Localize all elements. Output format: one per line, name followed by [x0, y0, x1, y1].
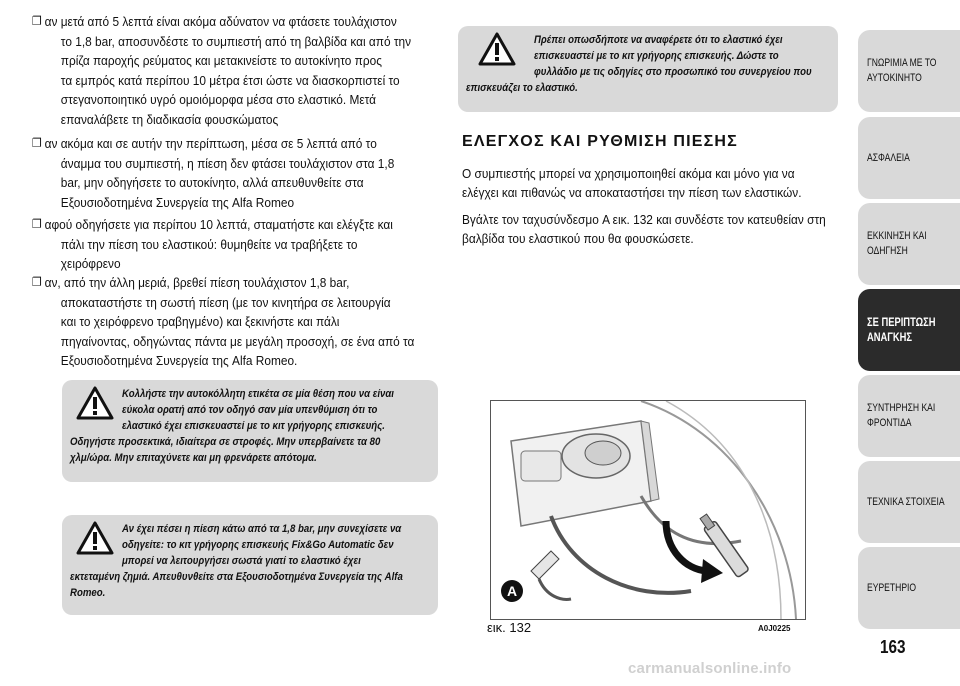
callout-label: A — [506, 583, 518, 599]
bullet-line: πηγαίνοντας, οδηγώντας πάντα με μεγάλη προσοχή, σε ένα από τα — [60, 333, 415, 349]
bullet-line: αν μετά από 5 λεπτά είναι ακόμα αδύνατον να φτάσετε τουλάχιστον — [44, 14, 397, 29]
bullet-line: αν ακόμα και σε αυτήν την περίπτωση, μέσα σε 5 λεπτά από το — [44, 136, 377, 151]
bullet-line: Εξουσιοδοτημένα Συνεργεία της Alfa Romeo — [60, 194, 295, 210]
warning-box — [458, 26, 838, 112]
bullet-line: πρίζα παροχής ρεύματος και μετακινείστε το αυτοκίνητο προς — [60, 53, 382, 68]
bullet-line: bar, μην οδηγήσετε το αυτοκίνητο, αλλά απευθυνθείτε στα — [60, 175, 364, 190]
bullet-line: αν, από την άλλη μεριά, βρεθεί πίεση τουλάχιστον 1,8 bar, — [44, 275, 350, 290]
checkbox-icon: ❐ — [32, 275, 42, 289]
checkbox-icon: ❐ — [32, 14, 42, 28]
page-number: 163 — [880, 637, 906, 657]
bullet-item — [32, 12, 442, 129]
warning-icon — [478, 32, 516, 66]
bullet-line: χειρόφρενο — [60, 256, 121, 271]
tab-asfaleia[interactable]: ΑΣΦΑΛΕΙΑ — [858, 117, 960, 199]
bullet-item — [32, 215, 442, 274]
watermark: carmanualsonline.info — [628, 660, 792, 677]
compressor-illustration — [491, 401, 805, 619]
warning-text: εκτεταμένη ζημιά. Απευθυνθείτε στα Εξουσιοδοτημένα Συνεργεία της Alfa Romeo. — [70, 571, 403, 599]
bullet-line: και το χειρόφρενο τραβηγμένο) και ξεκινήστε και πάλι — [60, 314, 340, 329]
warning-text: Αν έχει πέσει η πίεση κάτω από τα 1,8 bar, μην συνεχίσετε να οδηγείτε: το κιτ γρήγορης επισκευής Fix&Go Automatic δεν μπορεί να λειτουργήσει σωστά γιατί το ελαστικό έχει — [122, 523, 402, 567]
checkbox-icon: ❐ — [32, 217, 42, 231]
bullet-line: αποκαταστήστε τη σωστή πίεση (με τον κινητήρα σε λειτουργία — [60, 294, 391, 310]
warning-box — [62, 380, 438, 482]
tab-ekkinisi[interactable]: ΕΚΚΙΝΗΣΗ ΚΑΙ ΟΔΗΓΗΣΗ — [858, 203, 960, 285]
tab-texnika-stoixeia[interactable]: ΤΕΧΝΙΚΑ ΣΤΟΙΧΕΙΑ — [858, 461, 960, 543]
warning-text: επισκευάζει το ελαστικό. — [466, 82, 578, 94]
bullet-line: το 1,8 bar, αποσυνδέστε το συμπιεστή από τη βαλβίδα και από την — [60, 33, 412, 49]
tab-gnorimia[interactable]: ΓΝΩΡΙΜΙΑ ΜΕ ΤΟ ΑΥΤΟΚΙΝΗΤΟ — [858, 30, 960, 112]
bullet-line: αφού οδηγήσετε για περίπου 10 λεπτά, σταματήστε και ελέγξτε και — [44, 217, 393, 232]
bullet-line: τα εμπρός κατά περίπου 10 μέτρα έτσι ώστε να διασκορπιστεί το — [60, 72, 400, 88]
bullet-line: άναμμα του συμπιεστή, η πίεση δεν φτάσει τουλάχιστον στα 1,8 — [60, 155, 395, 171]
section-paragraph: Ο συμπιεστής μπορεί να χρησιμοποιηθεί ακόμα και μόνο για να ελέγχει και πιθανώς να αποκαταστήσει την πίεση των ελαστικών. — [462, 166, 802, 200]
checkbox-icon: ❐ — [32, 136, 42, 150]
warning-text: Κολλήστε την αυτοκόλλητη ετικέτα σε μία θέση που να είναι εύκολα ορατή από τον οδηγό σαν μία υπενθύμιση ότι το ελαστικό έχει επισκευαστεί με το κιτ γρήγορης επισκευής. — [122, 388, 394, 432]
section-title: ΕΛΕΓΧΟΣ ΚΑΙ ΡΥΘΜΙΣΗ ΠΙΕΣΗΣ — [462, 133, 738, 150]
figure-caption: εικ. 132 — [487, 620, 532, 635]
bullet-line: πάλι την πίεση του ελαστικού: θυμηθείτε να τραβήξετε το — [60, 236, 358, 252]
bullet-line: στεγανοποιητικό υγρό ομοιόμορφα μέσα στο ελαστικό. Μετά — [60, 92, 377, 107]
figure-code: A0J0225 — [758, 624, 791, 633]
tab-evretirio[interactable]: ΕΥΡΕΤΗΡΙΟ — [858, 547, 960, 629]
warning-box — [62, 515, 438, 615]
warning-icon — [76, 521, 114, 555]
bullet-line: Εξουσιοδοτημένα Συνεργεία της Alfa Romeo. — [60, 353, 298, 368]
figure-132 — [490, 400, 806, 620]
bullet-item — [32, 134, 442, 212]
warning-text: Πρέπει οπωσδήποτε να αναφέρετε ότι το ελαστικό έχει επισκευαστεί με το κιτ γρήγορης επισκευής. Δώστε το φυλλάδιο με τις οδηγίες στο προσωπικό του συνεργείου που — [534, 34, 812, 78]
tab-periptosi-anagkis[interactable]: ΣΕ ΠΕΡΙΠΤΩΣΗ ΑΝΑΓΚΗΣ — [858, 289, 960, 371]
tab-syntirisi[interactable]: ΣΥΝΤΗΡΗΣΗ ΚΑΙ ΦΡΟΝΤΙΔΑ — [858, 375, 960, 457]
bullet-line: επαναλάβετε τη διαδικασία φουσκώματος — [60, 111, 279, 127]
warning-icon — [76, 386, 114, 420]
bullet-item — [32, 273, 442, 371]
warning-text: Οδηγήστε προσεκτικά, ιδιαίτερα σε στροφές. Μην υπερβαίνετε τα 80 χλμ/ώρα. Μην επιταχύνετε και μη φρενάρετε απότομα. — [70, 436, 381, 464]
section-paragraph: Βγάλτε τον ταχυσύνδεσμο A εικ. 132 και συνδέστε τον κατευθείαν στη βαλβίδα του ελαστικού που θα φουσκώσετε. — [462, 212, 826, 246]
